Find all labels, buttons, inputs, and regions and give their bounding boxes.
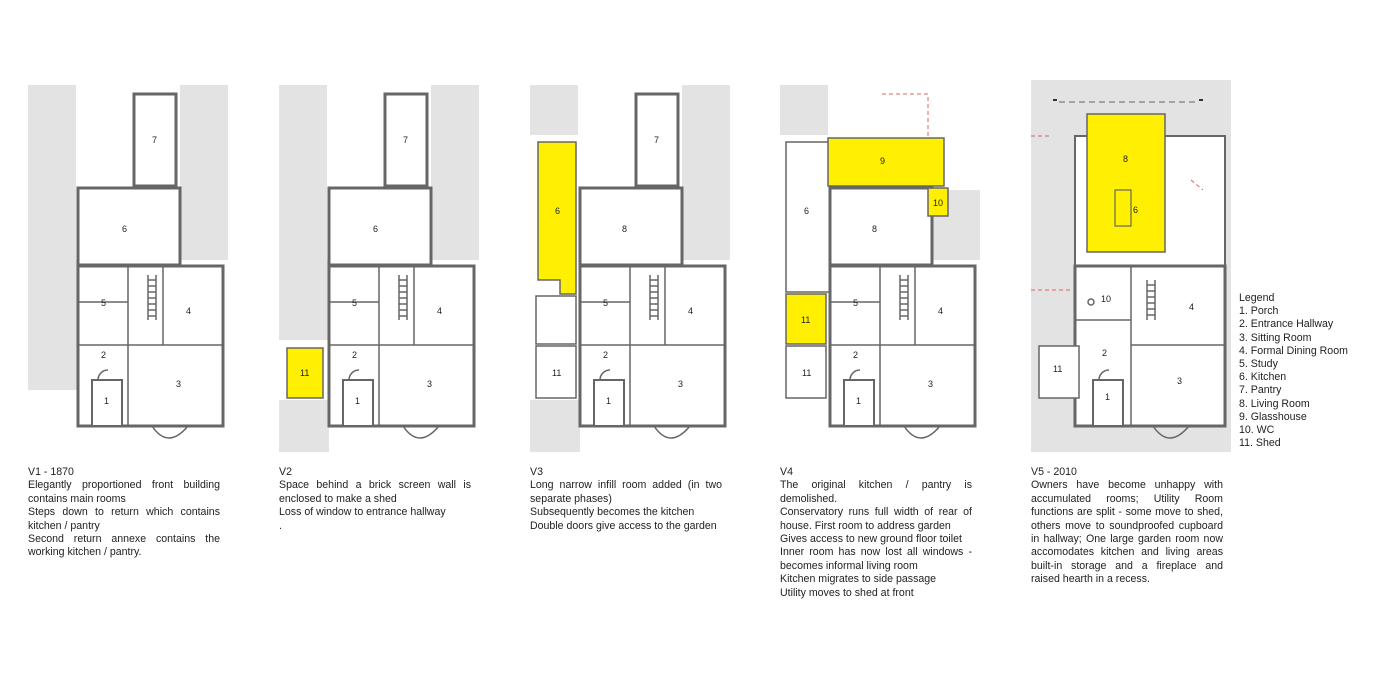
legend-item: 11. Shed [1239,437,1281,450]
caption-line: Loss of window to entrance hallway [279,506,446,519]
room-label: 1 [1105,392,1111,402]
room-label: 2 [1102,348,1108,358]
room-label: 5 [352,298,358,308]
caption-line: Conservatory runs full width of rear of house. First room to address garden [780,506,972,532]
room-label: 8 [1123,154,1129,164]
caption-line: Inner room has now lost all windows - becomes informal living room [780,546,972,572]
room-label: 2 [101,350,107,360]
legend-item: 2. Entrance Hallway [1239,318,1334,331]
caption-line: Subsequently becomes the kitchen [530,506,695,519]
legend-item: 8. Living Room [1239,397,1310,410]
legend-item: 10. WC [1239,424,1275,437]
caption-v2 [279,466,471,533]
caption-line: . [279,519,282,532]
room-label: 3 [427,379,433,389]
floor-plan-v2 [279,80,479,460]
caption-line: Elegantly proportioned front building contains main rooms [28,479,220,505]
room-label: 2 [603,350,609,360]
room-label: 8 [622,224,628,234]
room-label: 5 [101,298,107,308]
room-label: 3 [928,379,934,389]
room-label: 7 [654,135,660,145]
floor-plan-v5 [1031,80,1231,460]
caption-v1 [28,466,220,560]
room-label: 7 [403,135,409,145]
room-label: 6 [555,206,561,216]
room-label: 10 [1101,294,1112,304]
room-label: 11 [802,368,812,378]
room-label: 11 [801,315,811,325]
room-label: 5 [603,298,609,308]
caption-line: Double doors give access to the garden [530,519,717,532]
room-label: 11 [1053,364,1063,374]
legend-item: 3. Sitting Room [1239,331,1312,344]
room-label: 3 [678,379,684,389]
caption-line: Second return annexe contains the working kitchen / pantry. [28,533,220,559]
caption-v5 [1031,466,1223,587]
room-label: 7 [152,135,158,145]
caption-line: Long narrow infill room added (in two separate phases) [530,479,722,505]
caption-v3 [530,466,722,533]
room-label: 6 [122,224,128,234]
room-label: 4 [186,306,192,316]
legend-item: 9. Glasshouse [1239,410,1307,423]
room-label: 4 [1189,302,1195,312]
caption-line: Owners have become unhappy with accumulated rooms; Utility Room functions are split - some move to shed, others move to soundproofed cupboard in hallway; One large garden room now accomodates kitchen and living areas built-in storage and a fireplace and raised hearth in a recess. [1031,479,1223,586]
legend-item: 5. Study [1239,358,1278,371]
legend-item: 4. Formal Dining Room [1239,344,1348,357]
caption-line: Space behind a brick screen wall is enclosed to make a shed [279,479,471,505]
caption-title: V2 [279,466,292,478]
room-label: 6 [1133,205,1139,215]
floor-plan-v4 [780,80,980,460]
room-label: 4 [938,306,944,316]
room-label: 5 [853,298,859,308]
room-label: 4 [688,306,694,316]
room-label: 1 [606,396,612,406]
caption-line: Steps down to return which contains kitchen / pantry [28,506,220,532]
caption-title: V4 [780,466,793,478]
room-label: 11 [552,368,562,378]
caption-v4 [780,466,972,600]
caption-title: V1 - 1870 [28,466,74,478]
caption-title: V5 - 2010 [1031,466,1077,478]
room-label: 8 [872,224,878,234]
caption-line: Gives access to new ground floor toilet [780,533,962,546]
room-label: 2 [853,350,859,360]
legend-title: Legend [1239,292,1275,304]
room-label: 6 [804,206,810,216]
room-label: 2 [352,350,358,360]
room-label: 3 [1177,376,1183,386]
floor-plan-v3 [530,80,730,460]
room-label: 6 [373,224,379,234]
caption-line: Kitchen migrates to side passage [780,573,937,586]
legend [1239,292,1348,450]
legend-item: 6. Kitchen [1239,371,1287,384]
caption-line: Utility moves to shed at front [780,586,914,599]
floor-plan-v1 [28,80,228,460]
room-label: 4 [437,306,443,316]
legend-item: 7. Pantry [1239,384,1282,397]
caption-line: The original kitchen / pantry is demolished. [780,479,972,505]
room-label: 1 [856,396,862,406]
room-label: 11 [300,368,310,378]
room-label: 10 [933,198,944,208]
room-label: 1 [104,396,110,406]
caption-title: V3 [530,466,543,478]
legend-item: 1. Porch [1239,305,1279,318]
room-label: 9 [880,156,886,166]
room-label: 3 [176,379,182,389]
room-label: 1 [355,396,361,406]
